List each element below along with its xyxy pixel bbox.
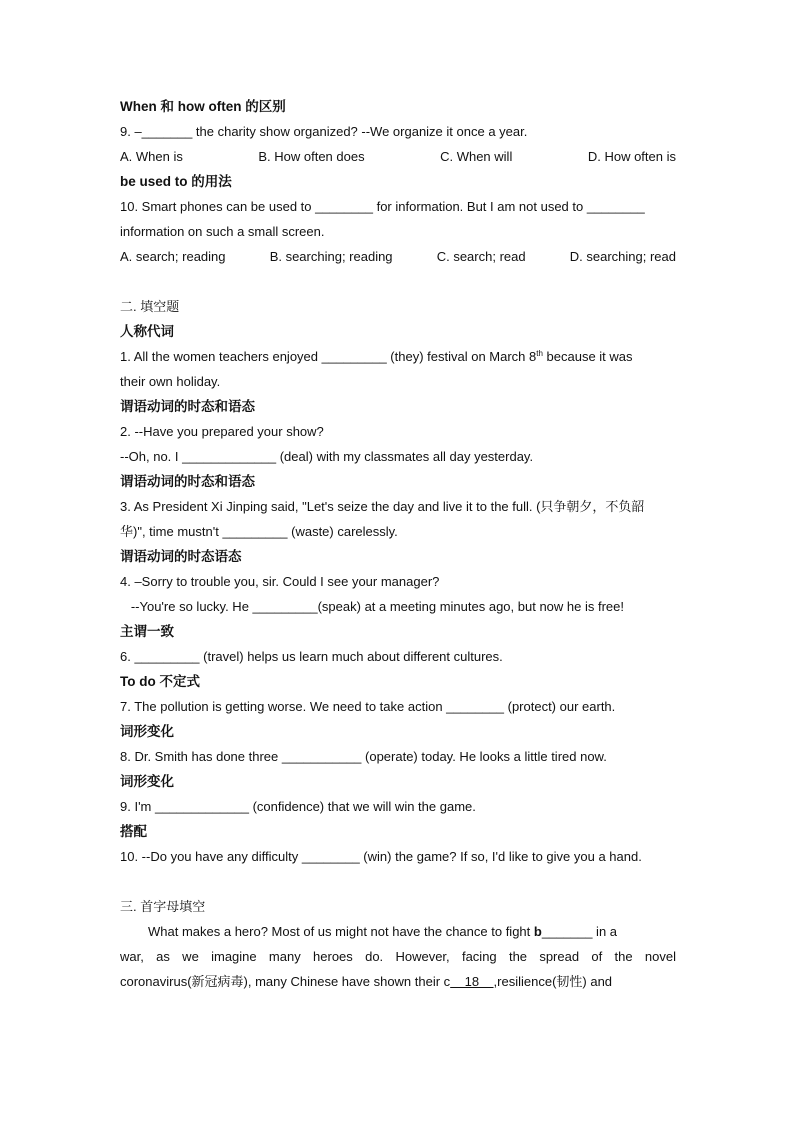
option-a: A. search; reading <box>120 249 226 264</box>
topic-heading: When 和 how often 的区别 <box>120 99 286 114</box>
fill-question-6: 6. _________ (travel) helps us learn much about different cultures. <box>120 649 503 664</box>
text: ,resilience(韧性) and <box>493 974 613 989</box>
fill-question-4-line-1: 4. –Sorry to trouble you, sir. Could I see your manager? <box>120 574 440 589</box>
option-d: D. searching; read <box>569 249 676 264</box>
question-10-options <box>120 244 676 269</box>
topic-heading: 词形变化 <box>120 724 174 739</box>
section-title: 二. 填空题 <box>120 299 180 314</box>
topic-heading: 搭配 <box>120 824 147 839</box>
text: because it was <box>542 349 633 364</box>
option-d: D. How often is <box>587 149 676 164</box>
text: 1. All the women teachers enjoyed _________ (they) festival on March 8 <box>120 349 537 364</box>
question-10-line-1: 10. Smart phones can be used to ________ for information. But I am not used to ________ <box>120 199 645 214</box>
option-b: B. How often does <box>258 149 365 164</box>
spacer <box>120 269 676 294</box>
fill-question-7: 7. The pollution is getting worse. We need to take action ________ (protect) our earth. <box>120 699 616 714</box>
topic-heading: To do 不定式 <box>120 674 200 689</box>
section-title: 三. 首字母填空 <box>120 899 206 914</box>
superscript: th <box>536 349 543 358</box>
question-9-options <box>120 144 676 169</box>
option-b: B. searching; reading <box>269 249 393 264</box>
topic-heading: 谓语动词的时态语态 <box>120 549 242 564</box>
text: coronavirus(新冠病毒), many Chinese have shown their c <box>120 974 451 989</box>
question-9: 9. –_______ the charity show organized? --We organize it once a year. <box>120 124 528 139</box>
option-a: A. When is <box>120 149 183 164</box>
fill-question-3-line-1: 3. As President Xi Jinping said, "Let's seize the day and live it to the full. (只争朝夕，不负韶 <box>120 499 645 514</box>
document-page <box>120 94 676 994</box>
text: _______ in a <box>541 924 618 939</box>
fill-question-10: 10. --Do you have any difficulty ________ (win) the game? If so, I'd like to give you a hand. <box>120 849 642 864</box>
fill-question-8: 8. Dr. Smith has done three ___________ (operate) today. He looks a little tired now. <box>120 749 607 764</box>
topic-heading: 主谓一致 <box>120 624 174 639</box>
fill-question-3-line-2: 华)", time mustn't _________ (waste) carelessly. <box>120 524 398 539</box>
passage-line-2: war, as we imagine many heroes do. However, facing the spread of the novel <box>120 949 676 964</box>
topic-heading: be used to 的用法 <box>120 174 232 189</box>
question-10-line-2: information on such a small screen. <box>120 224 325 239</box>
topic-heading: 谓语动词的时态和语态 <box>120 474 255 489</box>
option-c: C. When will <box>440 149 513 164</box>
option-c: C. search; read <box>436 249 526 264</box>
text: What makes a hero? Most of us might not have the chance to fight <box>148 924 534 939</box>
topic-heading: 人称代词 <box>120 324 174 339</box>
fill-question-1-line-1 <box>120 344 676 369</box>
fill-question-2-line-2: --Oh, no. I _____________ (deal) with my classmates all day yesterday. <box>120 449 534 464</box>
initial-letter: b <box>533 924 542 939</box>
passage-line-3 <box>120 969 676 994</box>
passage-line-1 <box>120 919 676 944</box>
spacer <box>120 869 676 894</box>
fill-question-9: 9. I'm _____________ (confidence) that we will win the game. <box>120 799 476 814</box>
topic-heading: 词形变化 <box>120 774 174 789</box>
fill-question-2-line-1: 2. --Have you prepared your show? <box>120 424 324 439</box>
topic-heading: 谓语动词的时态和语态 <box>120 399 255 414</box>
blank-number: 18 <box>450 974 494 989</box>
fill-question-1-line-2: their own holiday. <box>120 374 221 389</box>
fill-question-4-line-2: --You're so lucky. He _________(speak) at a meeting minutes ago, but now he is free! <box>120 599 624 614</box>
